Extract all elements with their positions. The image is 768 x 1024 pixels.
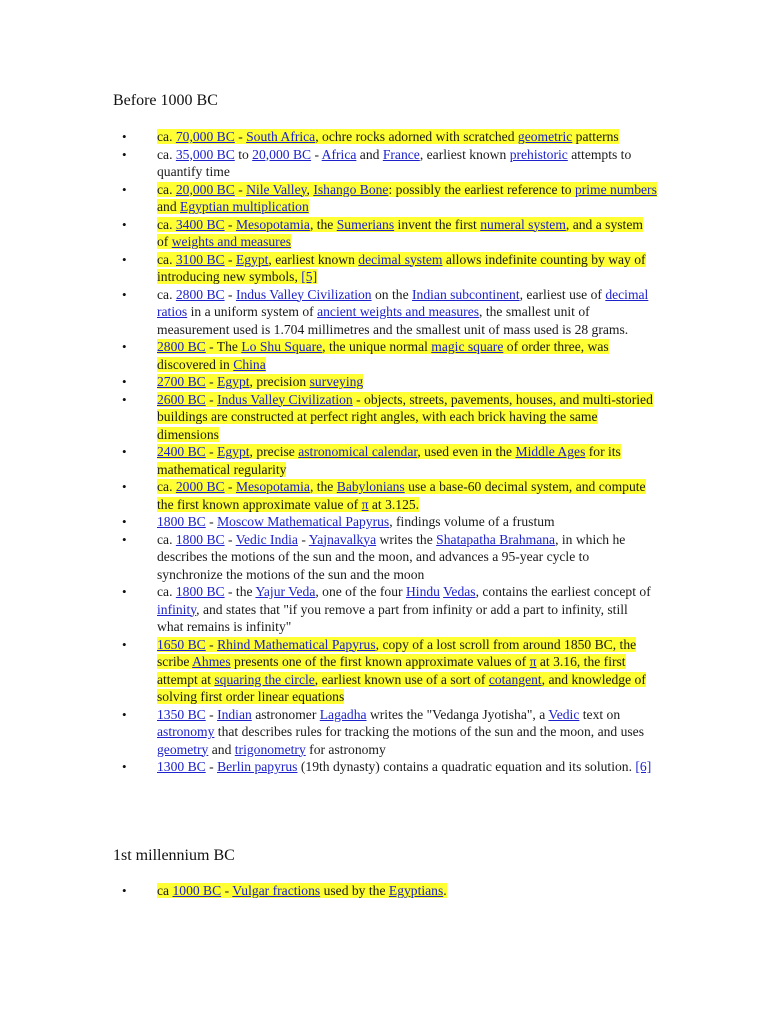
- text-run: , earliest known use of a sort of: [314, 671, 489, 687]
- inline-link[interactable]: 2700 BC: [157, 374, 206, 389]
- inline-link[interactable]: magic square: [431, 339, 504, 354]
- inline-link[interactable]: Rhind Mathematical Papyrus: [217, 636, 376, 652]
- text-run: ca.: [157, 129, 176, 144]
- text-run: ca.: [157, 286, 176, 302]
- inline-link[interactable]: 1800 BC: [157, 514, 206, 529]
- text-run: , in which he describes the motions of the sun and the moon, and advances a 95-year cycle to synchronize the motions of the sun and the moon: [157, 531, 626, 582]
- inline-link[interactable]: astronomical calendar: [298, 444, 418, 459]
- text-run: -: [221, 883, 233, 898]
- text-run: , and states that "if you remove a part from infinity or add a part to infinity, still what remains is infinity": [157, 601, 628, 634]
- inline-link[interactable]: 20,000 BC: [252, 146, 312, 162]
- text-run: text on: [579, 706, 621, 722]
- inline-link[interactable]: Egypt: [217, 444, 250, 459]
- inline-link[interactable]: Vedas: [443, 584, 476, 599]
- list-item: [157, 531, 657, 584]
- text-run: that describes rules for tracking the motions of the sun and the moon, and uses: [214, 724, 645, 739]
- text-run: -: [205, 444, 218, 459]
- text-run: -: [205, 759, 218, 774]
- inline-link[interactable]: decimal system: [358, 251, 443, 267]
- text-run: at 3.16, the first attempt at: [157, 654, 626, 687]
- text-run: to: [234, 146, 253, 162]
- text-run: writes the: [376, 531, 437, 547]
- text-run: -: [224, 216, 236, 232]
- inline-link[interactable]: π: [529, 654, 537, 669]
- text-run: in a uniform system of: [187, 304, 318, 319]
- list-item-text: [157, 532, 625, 582]
- list-item-text: [157, 707, 644, 757]
- inline-link[interactable]: Lo Shu Square: [241, 339, 323, 354]
- text-run: , the: [309, 479, 337, 494]
- inline-link[interactable]: Mesopotamia: [235, 216, 310, 232]
- inline-link[interactable]: 1650 BC: [157, 636, 206, 652]
- text-run: used by the: [320, 883, 389, 898]
- text-run: , and knowledge of solving first order linear equations: [157, 671, 646, 704]
- list-item: [157, 373, 657, 391]
- text-run: -: [205, 706, 218, 722]
- list-item-text: [157, 637, 646, 705]
- inline-link[interactable]: geometry: [157, 741, 209, 757]
- text-run: -: [224, 251, 236, 267]
- list-item-text: [157, 759, 651, 774]
- inline-link[interactable]: decimal ratios: [157, 286, 649, 319]
- inline-link[interactable]: Babylonians: [336, 479, 405, 494]
- list-item-text: [157, 584, 651, 634]
- inline-link[interactable]: prehistoric: [509, 146, 568, 162]
- inline-link[interactable]: π: [361, 496, 369, 512]
- inline-link[interactable]: 2400 BC: [157, 444, 206, 459]
- text-run: , precision: [249, 374, 310, 389]
- text-run: and: [157, 199, 181, 214]
- inline-link[interactable]: 2000 BC: [175, 479, 225, 494]
- inline-link[interactable]: 35,000 BC: [175, 146, 235, 162]
- inline-link[interactable]: Indian: [217, 706, 252, 722]
- text-run: use a base-60 decimal system, and compute the first known approximate value of: [157, 479, 646, 512]
- inline-link[interactable]: surveying: [309, 374, 364, 389]
- inline-link[interactable]: Lagadha: [319, 706, 367, 722]
- inline-link[interactable]: Egyptians: [388, 883, 444, 898]
- inline-link[interactable]: Hindu: [405, 584, 440, 599]
- inline-link[interactable]: Egyptian multiplication: [180, 199, 309, 214]
- list-item-text: [157, 147, 631, 180]
- inline-link[interactable]: 3400 BC: [175, 216, 225, 232]
- inline-link[interactable]: Indian subcontinent: [412, 286, 520, 302]
- list-item-text: [157, 129, 619, 144]
- inline-link[interactable]: South Africa: [246, 129, 316, 144]
- list-item-text: [157, 374, 363, 389]
- inline-link[interactable]: prime numbers: [574, 181, 657, 197]
- inline-link[interactable]: 1000 BC: [172, 883, 222, 898]
- text-run: .: [443, 883, 447, 898]
- list-item: [157, 478, 657, 513]
- inline-link[interactable]: Shatapatha Brahmana: [436, 531, 556, 547]
- list-item: [157, 181, 657, 216]
- inline-link[interactable]: 2800 BC: [175, 286, 225, 302]
- text-run: , precise: [249, 444, 299, 459]
- inline-link[interactable]: 1350 BC: [157, 706, 206, 722]
- list-item-text: [157, 514, 555, 529]
- text-run: , findings volume of a frustum: [389, 514, 555, 529]
- text-run: , contains the earliest concept of: [475, 584, 651, 599]
- list-item: [157, 758, 657, 776]
- inline-link[interactable]: Moscow Mathematical Papyrus: [217, 514, 390, 529]
- list-item-text: [157, 444, 621, 477]
- text-run: , the: [309, 216, 337, 232]
- text-run: -: [205, 514, 218, 529]
- inline-link[interactable]: France: [382, 146, 420, 162]
- list-item: [157, 706, 657, 759]
- list-item-text: [157, 339, 609, 372]
- list-item: [157, 391, 657, 444]
- text-run: of order three, was discovered in: [157, 339, 609, 372]
- list-item: [157, 583, 657, 636]
- list-item-text: [157, 883, 447, 898]
- list-item-text: [157, 182, 657, 215]
- text-run: -: [311, 146, 322, 162]
- inline-link[interactable]: Yajur Veda: [255, 584, 316, 599]
- timeline-list-1st-millennium-bc: [157, 882, 657, 900]
- text-run: , the smallest unit of measurement used is 1.704 millimetres and the smallest unit of mass used is 28 grams.: [157, 304, 629, 337]
- section-heading-before-1000-bc: Before 1000 BC: [113, 92, 218, 109]
- inline-link[interactable]: infinity: [157, 601, 197, 617]
- list-item: [157, 882, 657, 900]
- text-run: - the: [224, 584, 256, 599]
- text-run: allows indefinite counting by way of introducing new symbols,: [157, 251, 646, 284]
- text-run: -: [224, 531, 236, 547]
- text-run: ca.: [157, 251, 176, 267]
- list-item: [157, 443, 657, 478]
- text-run: (19th dynasty) contains a quadratic equation and its solution.: [297, 759, 636, 774]
- text-run: -: [205, 391, 218, 407]
- text-run: ca.: [157, 181, 176, 197]
- list-item: [157, 216, 657, 251]
- inline-link[interactable]: ancient weights and measures: [317, 304, 480, 319]
- text-run: , ochre rocks adorned with scratched: [315, 129, 518, 144]
- list-item: [157, 286, 657, 339]
- text-run: -: [234, 129, 247, 144]
- inline-link[interactable]: [6]: [635, 759, 652, 774]
- inline-link[interactable]: Vulgar fractions: [232, 883, 321, 898]
- text-run: writes the "Vedanga Jyotisha", a: [366, 706, 549, 722]
- text-run: ca.: [157, 216, 176, 232]
- text-run: and: [356, 146, 383, 162]
- inline-link[interactable]: Mesopotamia: [235, 479, 310, 494]
- text-run: at 3.125.: [368, 496, 420, 512]
- inline-link[interactable]: numeral system: [480, 216, 566, 232]
- text-run: invent the first: [394, 216, 481, 232]
- inline-link[interactable]: Vedic: [548, 706, 580, 722]
- inline-link[interactable]: 1800 BC: [175, 531, 225, 547]
- text-run: -: [205, 374, 218, 389]
- inline-link[interactable]: 2800 BC: [157, 339, 206, 354]
- text-run: for its mathematical regularity: [157, 444, 621, 477]
- inline-link[interactable]: [5]: [301, 269, 318, 284]
- list-item: [157, 251, 657, 286]
- text-run: ca.: [157, 531, 176, 547]
- list-item-text: [157, 252, 646, 285]
- inline-link[interactable]: Middle Ages: [515, 444, 586, 459]
- text-run: attempts to quantify time: [157, 146, 632, 179]
- inline-link[interactable]: geometric: [517, 129, 573, 144]
- inline-link[interactable]: 1300 BC: [157, 759, 206, 774]
- text-run: : possibly the earliest reference to: [388, 181, 575, 197]
- list-item-text: [157, 479, 646, 512]
- text-run: -: [234, 181, 247, 197]
- list-item: [157, 636, 657, 706]
- text-run: , one of the four: [315, 584, 406, 599]
- text-run: -: [224, 479, 236, 494]
- text-run: , earliest use of: [519, 286, 606, 302]
- text-run: , earliest known: [419, 146, 510, 162]
- inline-link[interactable]: Nile Valley: [246, 181, 307, 197]
- inline-link[interactable]: astronomy: [157, 724, 215, 739]
- inline-link[interactable]: Indus Valley Civilization: [217, 391, 353, 407]
- inline-link[interactable]: Egypt: [217, 374, 250, 389]
- text-run: - The: [205, 339, 242, 354]
- text-run: ca.: [157, 479, 176, 494]
- text-run: patterns: [572, 129, 619, 144]
- text-run: - objects, streets, pavements, houses, and multi-storied buildings are constructed at perfect right angles, with each brick having the same dimensions: [157, 391, 653, 442]
- text-run: ,: [306, 181, 314, 197]
- inline-link[interactable]: 2600 BC: [157, 391, 206, 407]
- text-run: , earliest known: [268, 251, 359, 267]
- text-run: , and a system of: [157, 216, 643, 249]
- text-run: ca.: [157, 584, 176, 599]
- list-item-text: [157, 392, 653, 442]
- timeline-list-before-1000-bc: [157, 128, 657, 776]
- inline-link[interactable]: China: [233, 356, 266, 372]
- text-run: ca.: [157, 146, 176, 162]
- inline-link[interactable]: 1800 BC: [175, 584, 225, 599]
- inline-link[interactable]: Indus Valley Civilization: [235, 286, 372, 302]
- list-item-text: [157, 287, 648, 337]
- inline-link[interactable]: trigonometry: [234, 741, 306, 757]
- inline-link[interactable]: squaring the circle: [214, 671, 315, 687]
- section-heading-1st-millennium-bc: 1st millennium BC: [113, 847, 235, 864]
- text-run: , copy of a lost scroll from around 1850 BC, the scribe: [157, 636, 637, 669]
- inline-link[interactable]: Ahmes: [192, 654, 231, 669]
- inline-link[interactable]: 70,000 BC: [175, 129, 235, 144]
- text-run: astronomer: [251, 706, 320, 722]
- inline-link[interactable]: Sumerians: [336, 216, 395, 232]
- text-run: and: [208, 741, 235, 757]
- inline-link[interactable]: weights and measures: [171, 234, 292, 249]
- text-run: presents one of the first known approximate values of: [230, 654, 530, 669]
- list-item-text: [157, 217, 643, 250]
- inline-link[interactable]: Africa: [321, 146, 357, 162]
- text-run: , the unique normal: [322, 339, 432, 354]
- text-run: -: [297, 531, 309, 547]
- list-item: [157, 146, 657, 181]
- text-run: -: [224, 286, 236, 302]
- list-item: [157, 338, 657, 373]
- text-run: ca: [157, 883, 173, 898]
- inline-link[interactable]: cotangent: [488, 671, 542, 687]
- list-item: [157, 513, 657, 531]
- inline-link[interactable]: Berlin papyrus: [217, 759, 298, 774]
- inline-link[interactable]: Yajnavalkya: [308, 531, 377, 547]
- inline-link[interactable]: Ishango Bone: [313, 181, 389, 197]
- text-run: for astronomy: [305, 741, 386, 757]
- inline-link[interactable]: Egypt: [235, 251, 269, 267]
- inline-link[interactable]: 20,000 BC: [175, 181, 235, 197]
- text-run: on the: [371, 286, 413, 302]
- text-run: -: [205, 636, 218, 652]
- list-item: [157, 128, 657, 146]
- text-run: , used even in the: [417, 444, 516, 459]
- inline-link[interactable]: 3100 BC: [175, 251, 225, 267]
- inline-link[interactable]: Vedic India: [235, 531, 298, 547]
